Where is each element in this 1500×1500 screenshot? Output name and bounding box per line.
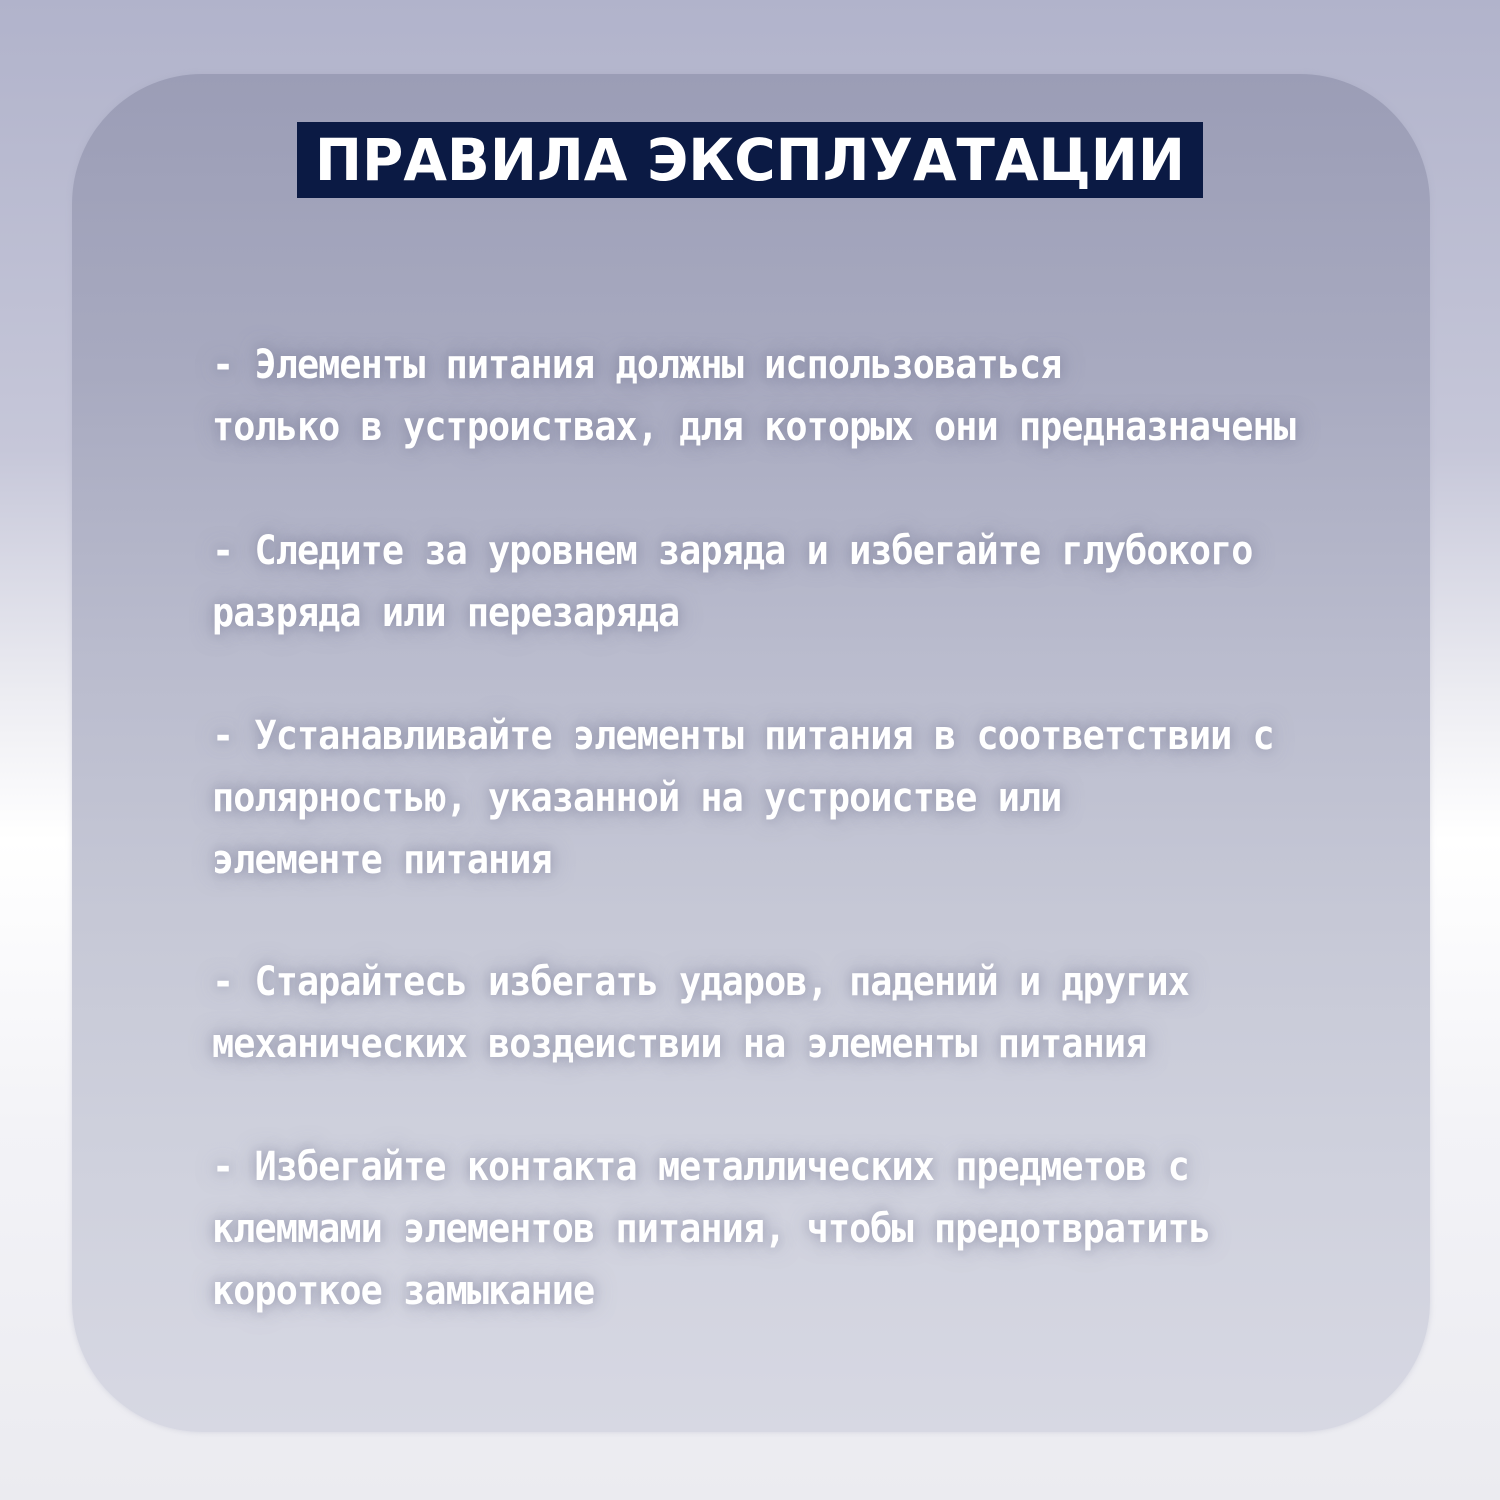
rule-4-line-2: механических воздеиствии на элементы питания bbox=[212, 1021, 1147, 1067]
page-title: ПРАВИЛА ЭКСПЛУАТАЦИИ bbox=[314, 126, 1186, 194]
rule-5-line-2: клеммами элементов питания, чтобы предотвратить bbox=[212, 1206, 1211, 1252]
rule-1-line-1: - Элементы питания должны использоваться bbox=[212, 342, 1062, 388]
rule-2-line-2: разряда или перезаряда bbox=[212, 590, 680, 636]
rule-5-line-3: короткое замыкание bbox=[212, 1268, 595, 1314]
rule-3 bbox=[212, 705, 1372, 891]
rule-4-line-1: - Старайтесь избегать ударов, падений и других bbox=[212, 959, 1189, 1005]
rule-2 bbox=[212, 520, 1372, 644]
rule-3-line-2: полярностью, указанной на устроистве или bbox=[212, 775, 1062, 821]
rule-2-line-1: - Следите за уровнем заряда и избегайте глубокого bbox=[212, 528, 1253, 574]
rule-1 bbox=[212, 334, 1372, 458]
rule-5-line-1: - Избегайте контакта металлических предметов с bbox=[212, 1144, 1189, 1190]
rule-3-line-3: элементе питания bbox=[212, 837, 552, 883]
rule-1-line-2: только в устроиствах, для которых они предназначены bbox=[212, 404, 1296, 450]
rule-5 bbox=[212, 1136, 1372, 1322]
title-banner bbox=[297, 122, 1203, 198]
rule-3-line-1: - Устанавливайте элементы питания в соответствии с bbox=[212, 713, 1274, 759]
rule-4 bbox=[212, 951, 1372, 1075]
